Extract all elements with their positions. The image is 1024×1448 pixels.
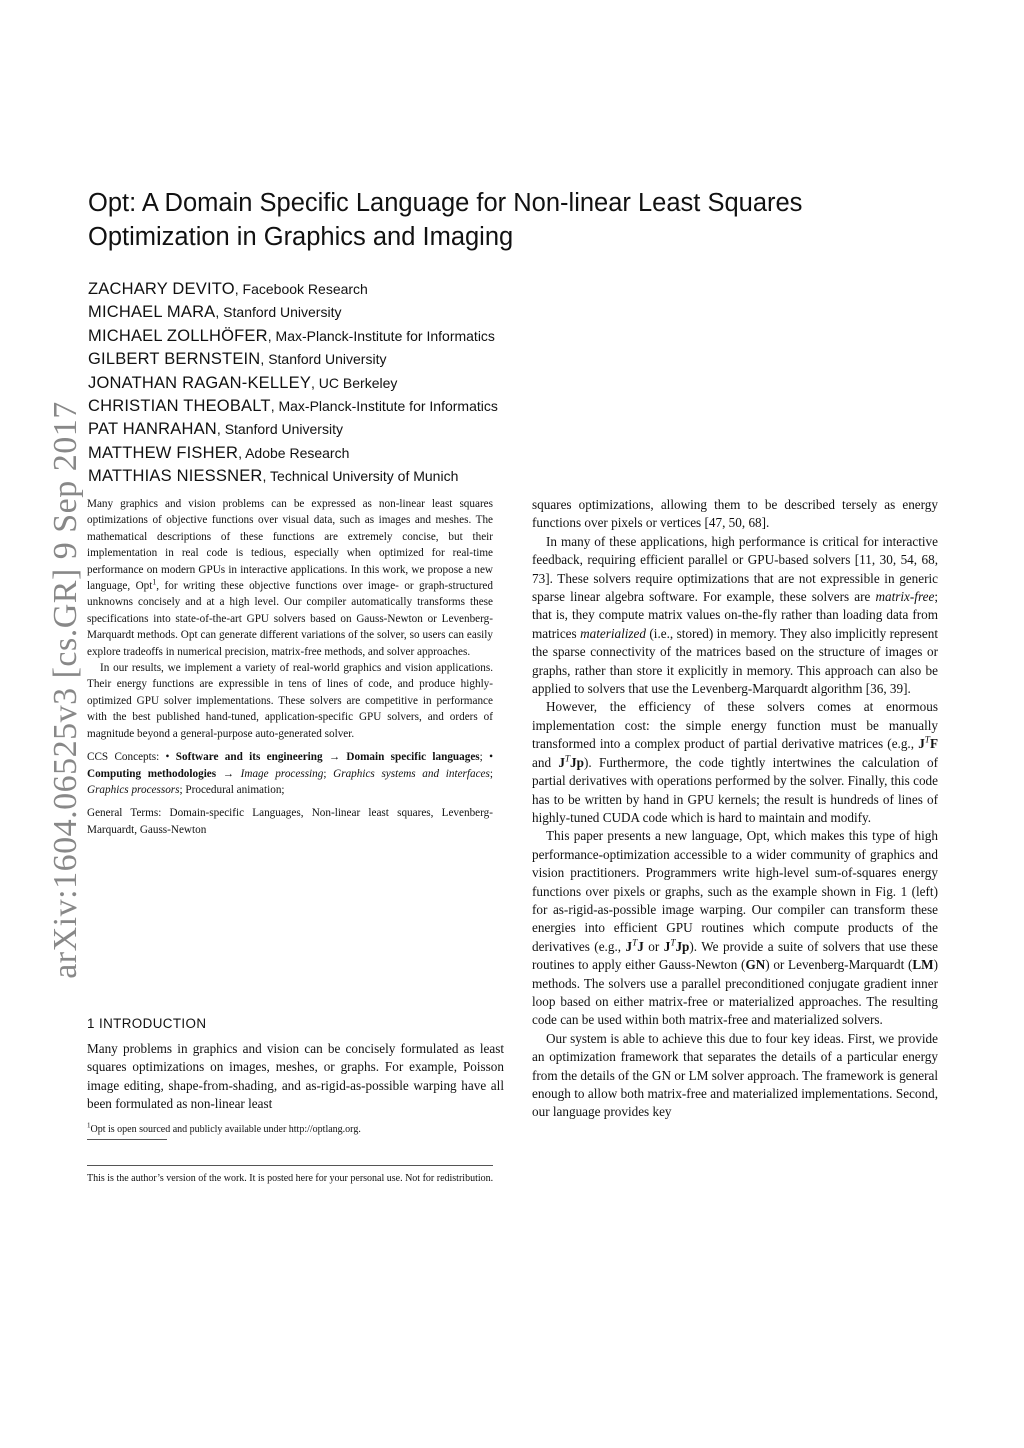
- footnote-marker: 1: [87, 1121, 91, 1130]
- footnote-rule: [87, 1139, 167, 1140]
- emphasis: materialized: [580, 625, 647, 641]
- author-entry: [88, 465, 688, 488]
- footnote-text: Opt is open sourced and publicly available under http://optlang.org.: [90, 1124, 361, 1135]
- math-symbol: J: [637, 938, 644, 954]
- body-text: In many of these applications, high performance is critical for interactive feedback, requiring efficient parallel or GPU-based solvers [11, 30, 54, 68, 73]. These solvers require optimizations that are not expressible in generic sparse linear algebra software. For example, these solvers are: [532, 533, 938, 605]
- author-name: GILBERT BERNSTEIN: [88, 350, 261, 369]
- general-terms: General Terms: Domain-specific Languages, Non-linear least squares, Levenberg-Marquardt, Gauss-Newton: [87, 807, 493, 836]
- arxiv-identifier-stamp: arXiv:1604.06525v3 [cs.GR] 9 Sep 2017: [47, 401, 84, 979]
- author-affiliation: , Stanford University: [216, 421, 343, 438]
- abstract-paragraph-2: In our results, we implement a variety of real-world graphics and vision applications. Their energy functions are expressible in tens of lines of code, and produce highly-optimized GPU solver implementations. These solvers are competitive in performance with the best published hand-tuned, application-specific GPU solvers, and orders of magnitude beyond a general-purpose auto-generated solver.: [87, 662, 493, 740]
- separator: ;: [489, 767, 493, 780]
- abbrev-gn: GN: [745, 957, 766, 973]
- body-text: or: [643, 938, 664, 954]
- footnote: [87, 1123, 361, 1136]
- math-symbol: Jp: [570, 754, 584, 770]
- author-entry: [88, 301, 688, 324]
- ccs-concept: Computing methodologies: [87, 767, 217, 780]
- intro-paragraph-1: Many problems in graphics and vision can be concisely formulated as least squares optimizations on images, meshes, or graphs. For example, Poisson image editing, shape-from-shading, and as-rigid-as-possible warping have all been formulated as non-linear least: [87, 1041, 504, 1112]
- separator: ;: [323, 767, 334, 780]
- left-column: [87, 496, 493, 838]
- abstract-text: Many graphics and vision problems can be expressed as non-linear least squares optimizations of objective functions over visual data, such as images and meshes. The mathematical descriptions of these functions are extremely concise, but their implementation in real code is tedious, especially when optimized for real-time performance on modern GPUs in interactive applications. In this work, we propose a new language, Opt: [87, 498, 493, 593]
- ccs-tail: ; Procedural animation;: [179, 783, 285, 796]
- author-entry: [88, 348, 688, 371]
- body-text: (i.e., stored) in memory. They also implicitly represent the sparse connectivity of the matrices based on the structure of images or graphs, rather than store it explicitly in memory. This approach can also be applied to solvers that use the Levenberg-Marquardt algorithm [36, 39].: [532, 625, 938, 697]
- body-text: ) or Levenberg-Marquardt (: [765, 957, 913, 973]
- author-entry: [88, 325, 688, 348]
- math-superscript: T: [924, 734, 930, 745]
- author-name: PAT HANRAHAN: [88, 420, 217, 439]
- author-note-rule: [87, 1165, 493, 1166]
- math-superscript: T: [670, 937, 676, 948]
- body-text: ). We provide a suite of solvers that use these routines to apply either Gauss-Newton (: [532, 938, 938, 973]
- author-affiliation: , UC Berkeley: [311, 374, 398, 391]
- author-version-note: This is the author’s version of the work. It is posted here for your personal use. Not for redistribution.: [87, 1173, 494, 1184]
- body-text: and: [532, 754, 559, 770]
- math-symbol: J: [558, 754, 565, 770]
- body-text: This paper presents a new language, Opt, which makes this type of high performance-optimization accessible to a wider community of graphics and vision practitioners. Programmers write high-level sum-of-squares energy functions over pixels or graphs, such as the example shown in Fig. 1 (left) for as-rigid-as-possible image warping. Our compiler can transform these energies into efficient GPU routines which compute products of the derivatives (e.g.,: [532, 828, 938, 954]
- math-symbol: J: [625, 938, 633, 954]
- right-column: [532, 496, 938, 1122]
- author-affiliation: , Max-Planck-Institute for Informatics: [270, 397, 498, 414]
- math-symbol: J: [918, 736, 925, 752]
- abstract-paragraph-1: [87, 496, 493, 660]
- math-symbol: Jp: [675, 938, 690, 954]
- author-name: CHRISTIAN THEOBALT: [88, 396, 271, 415]
- author-affiliation: , Adobe Research: [238, 444, 350, 461]
- footnote-marker: 1: [152, 577, 157, 587]
- body-text: ) methods. The solvers use a parallel preconditioned conjugate gradient inner loop based on either matrix-free or materialized approaches. The resulting code can be used within both matrix-free and materialized solvers.: [532, 957, 938, 1028]
- author-affiliation: , Stanford University: [260, 351, 387, 368]
- math-superscript: T: [632, 937, 638, 948]
- author-affiliation: , Facebook Research: [234, 281, 368, 297]
- author-name: MATTHIAS NIESSNER: [88, 467, 263, 486]
- body-text: However, the efficiency of these solvers comes at enormous implementation cost: the simple energy function must be manually transformed into a complex product of partial derivative matrices (e.g.,: [532, 699, 938, 752]
- introduction-body: [87, 1040, 504, 1114]
- author-affiliation: , Technical University of Munich: [262, 468, 459, 485]
- paper-title: Opt: A Domain Specific Language for Non-linear Least Squares Optimization in Graphics and Imaging: [88, 189, 803, 251]
- author-name: ZACHARY DEVITO: [88, 280, 235, 298]
- author-name: MICHAEL MARA: [88, 303, 216, 322]
- body-paragraph-1: [532, 533, 938, 699]
- ccs-label: CCS Concepts: •: [87, 751, 176, 764]
- author-entry: [88, 278, 688, 301]
- body-paragraph-3: [532, 827, 938, 1029]
- body-text: ). Furthermore, the code tightly intertwines the calculation of partial derivatives with operations performed by the solver. Finally, this code has to be written by hand in GPU kernels; the result is hundreds of lines of highly-tuned CUDA code which is hard to maintain and modify.: [532, 754, 938, 825]
- emphasis: matrix-free: [875, 589, 935, 605]
- author-list: [88, 278, 688, 489]
- arrow: →: [216, 767, 241, 780]
- ccs-subconcept: Graphics systems and interfaces: [333, 767, 490, 780]
- ccs-subconcept: Graphics processors: [87, 783, 180, 796]
- ccs-subconcept: Image processing: [240, 767, 324, 780]
- author-affiliation: , Max-Planck-Institute for Informatics: [267, 327, 495, 344]
- abstract-text: , for writing these objective functions over image- or graph-structured unknowns concisely and at a high level. Our compiler automatically transforms these specifications into state-of-the-art GPU solvers based on Gauss-Newton or Levenberg-Marquardt methods. Opt can generate different variations of the solver, so users can easily explore tradeoffs in numerical precision, matrix-free methods, and solver approaches.: [87, 580, 493, 658]
- section-heading-introduction: 1 INTRODUCTION: [87, 1016, 207, 1031]
- math-symbol: J: [663, 938, 671, 954]
- abbrev-lm: LM: [912, 957, 934, 973]
- author-entry: [88, 442, 688, 465]
- body-paragraph-2: [532, 698, 938, 827]
- body-paragraph-4: Our system is able to achieve this due to four key ideas. First, we provide an optimization framework that separates the details of a particular energy from the details of the GN or LM solver approach. The framework is general enough to allow both matrix-free and materialized implementations. Second, our language provides key: [532, 1030, 938, 1120]
- author-affiliation: , Stanford University: [215, 304, 342, 321]
- author-entry: [88, 372, 688, 395]
- math-symbol: F: [929, 736, 938, 752]
- body-paragraph-continued: squares optimizations, allowing them to be described tersely as energy functions over pixels or vertices [47, 50, 68].: [532, 497, 938, 531]
- body-text: ; that is, they compute matrix values on-the-fly rather than loading data from matrices: [532, 589, 938, 641]
- author-name: MATTHEW FISHER: [88, 443, 239, 462]
- ccs-concepts: [87, 749, 493, 798]
- separator: ; •: [479, 751, 493, 764]
- math-superscript: T: [564, 753, 571, 764]
- author-entry: [88, 395, 688, 418]
- author-name: MICHAEL ZOLLHÖFER: [88, 326, 268, 345]
- author-name: JONATHAN RAGAN-KELLEY: [88, 373, 312, 392]
- author-entry: [88, 418, 688, 441]
- ccs-concept: Software and its engineering → Domain specific languages: [175, 751, 480, 764]
